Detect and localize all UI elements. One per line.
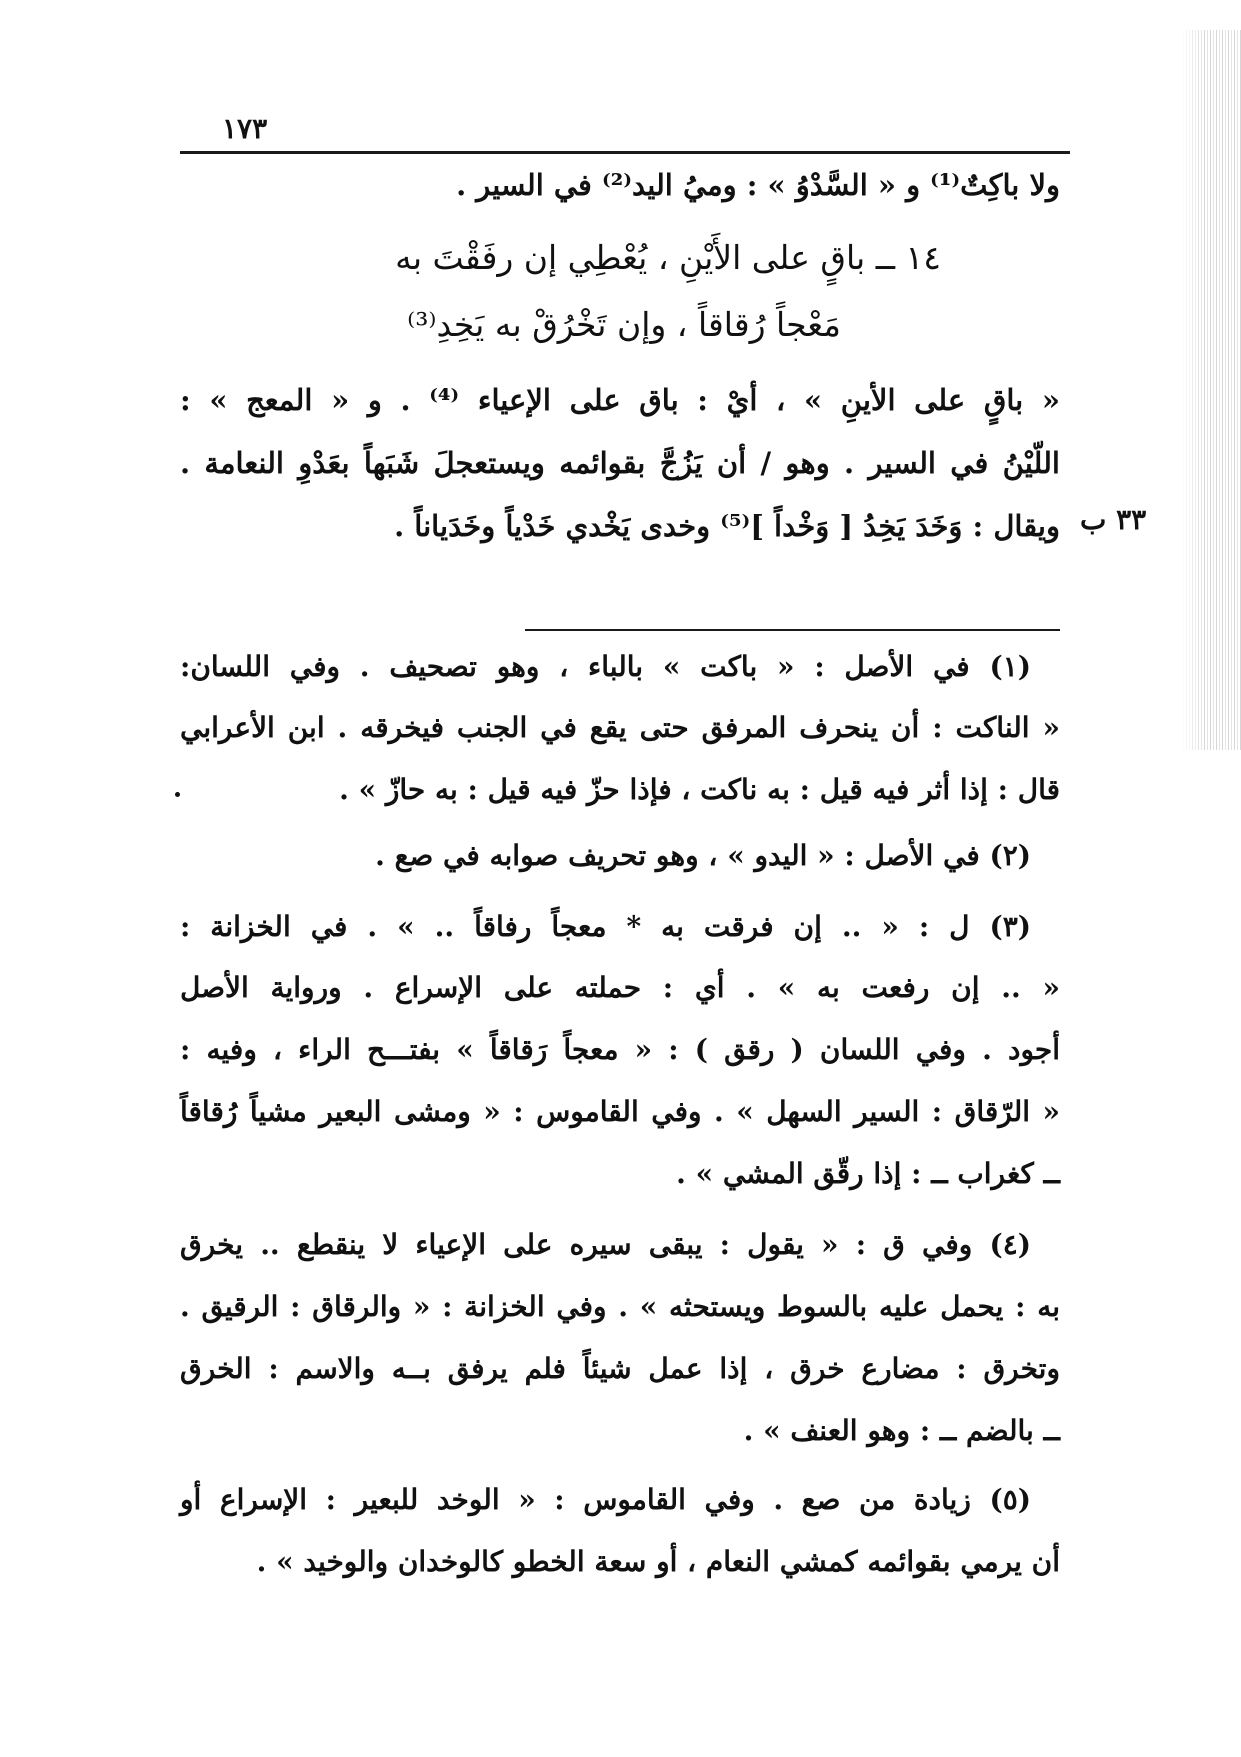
footnote-4-line-4: ــ بالضم ــ : وهو العنف » . [743, 1414, 1060, 1447]
header-rule [180, 151, 1070, 154]
footnote-3-line-1: (٣) ل : « .. إن فرقت به * معجاً رفاقاً .. » . في الخزانة : [180, 910, 1031, 943]
main-text-line-1: ولا باكِتٌ⁽¹⁾ و « السَّدْوُ » : وميُ اليد⁽²⁾ في السير . [456, 168, 1060, 202]
footnote-3-line-4: « الرّقاق : السير السهل » . وفي القاموس : « ومشى البعير مشياً رُقاقاً [180, 1095, 1060, 1128]
footnote-separator [525, 629, 1060, 631]
footnote-4-line-1: (٤) وفي ق : « يقول : يبقى سيره على الإعياء لا ينقطع .. يخرق [180, 1228, 1031, 1261]
page-number: ١٧٣ [222, 112, 268, 145]
main-text-line-6: ويقال : وَخَدَ يَخِدُ [ وَخْداً ]⁽⁵⁾ وخدى يَخْدي خَدْياً وخَدَياناً . [394, 509, 1060, 543]
verse-hemistich-1: ١٤ ــ باقٍ على الأَيْنِ ، يُعْطِي إن رفَقْتَ به [395, 238, 941, 277]
footnote-3-line-2: « .. إن رفعت به » . أي : حملته على الإسراع . ورواية الأصل [180, 971, 1060, 1004]
stray-dot [175, 792, 180, 797]
footnote-4-line-3: وتخرق : مضارع خرق ، إذا عمل شيئاً فلم يرفق بــه والاسم : الخرق [180, 1352, 1060, 1385]
footnote-1-line-2: « الناكت : أن ينحرف المرفق حتى يقع في الجنب فيخرقه . ابن الأعرابي [180, 711, 1060, 744]
footnote-4-line-2: به : يحمل عليه بالسوط ويستحثه » . وفي الخزانة : « والرقاق : الرقيق . [180, 1290, 1060, 1323]
margin-folio-note: ٣٣ ب [1080, 503, 1147, 536]
main-text-line-4: « باقٍ على الأينِ » ، أيْ : باق على الإعياء ⁽⁴⁾ . و « المعج » : [180, 383, 1061, 417]
page-edge-fade [1181, 30, 1241, 750]
footnote-2-line-1: (٢) في الأصل : « اليدو » ، وهو تحريف صوابه في صع . [375, 839, 1031, 872]
main-text-line-5: اللّيْنُ في السير . وهو / أن يَزُجَّ بقوائمه ويستعجلَ شَبَهاً بعَدْوِ النعامة . [180, 446, 1060, 480]
footnote-1-line-1: (١) في الأصل : « باكت » بالباء ، وهو تصحيف . وفي اللسان: [180, 650, 1031, 683]
verse-hemistich-2: مَعْجاً رُقاقاً ، وإن تَخْرُقْ به يَخِدِ⁽³⁾ [407, 305, 841, 344]
footnote-5-line-2: أن يرمي بقوائمه كمشي النعام ، أو سعة الخطو كالوخدان والوخيد » . [256, 1545, 1060, 1578]
footnote-3-line-5: ــ كغراب ــ : إذا رقّق المشي » . [676, 1157, 1060, 1190]
footnote-3-line-3: أجود . وفي اللسان ( رقق ) : « معجاً رَقاقاً » بفتـــح الراء ، وفيه : [180, 1033, 1060, 1066]
footnote-1-line-3: قال : إذا أثر فيه قيل : به ناكت ، فإذا حزّ فيه قيل : به حازّ » . [339, 773, 1060, 806]
footnote-5-line-1: (٥) زيادة من صع . وفي القاموس : « الوخد للبعير : الإسراع أو [180, 1483, 1031, 1516]
